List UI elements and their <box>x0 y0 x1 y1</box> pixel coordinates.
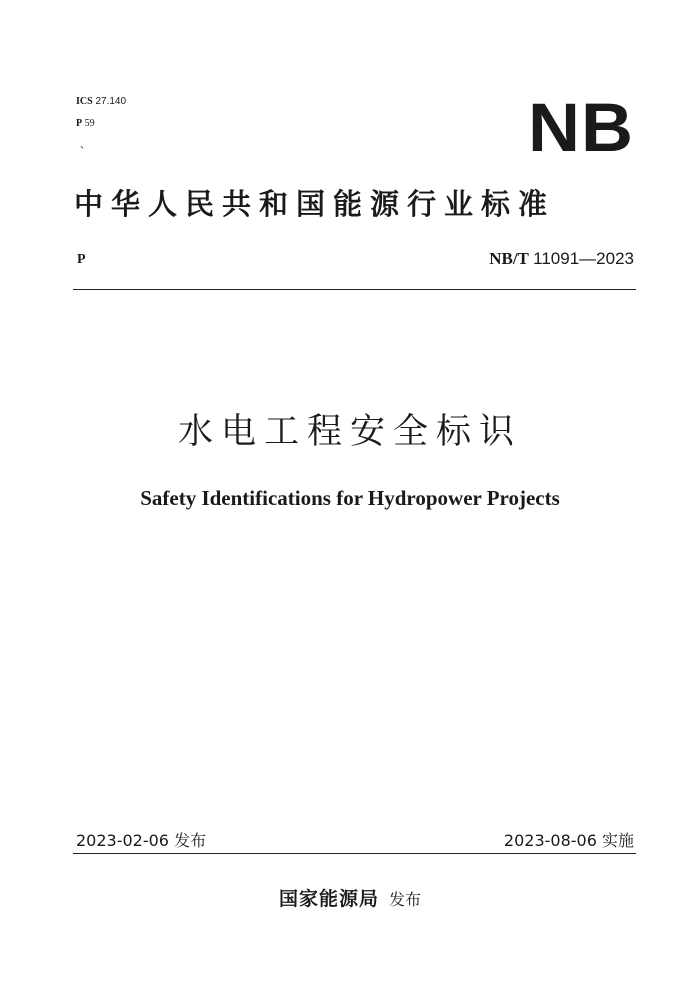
top-divider <box>73 289 636 290</box>
title-english: Safety Identifications for Hydropower Projects <box>140 486 560 510</box>
p-mark: P <box>77 252 86 267</box>
standard-number-prefix: NB/T <box>489 249 529 268</box>
standard-number <box>489 249 634 269</box>
issuer-organization: 国家能源局 <box>278 888 379 910</box>
ics-number: 27.140 <box>95 96 127 107</box>
classification-prefix: P <box>76 118 83 129</box>
issuer <box>0 884 700 911</box>
issuer-action: 发布 <box>389 890 422 909</box>
tick-mark: 、 <box>80 140 90 151</box>
issue-date: 2023-02-06 发布 <box>76 831 207 850</box>
nb-logo: NB <box>528 90 634 167</box>
title-chinese: 水电工程安全标识 <box>177 412 522 452</box>
ics-code <box>76 96 126 107</box>
bottom-divider <box>73 853 636 854</box>
classification-code <box>76 118 95 129</box>
classification-number: 59 <box>84 118 95 129</box>
standard-number-value: 11091—2023 <box>533 249 634 268</box>
implement-date: 2023-08-06 实施 <box>503 831 634 850</box>
ics-prefix: ICS <box>76 96 93 107</box>
standard-category: 中华人民共和国能源行业标准 <box>74 187 556 221</box>
